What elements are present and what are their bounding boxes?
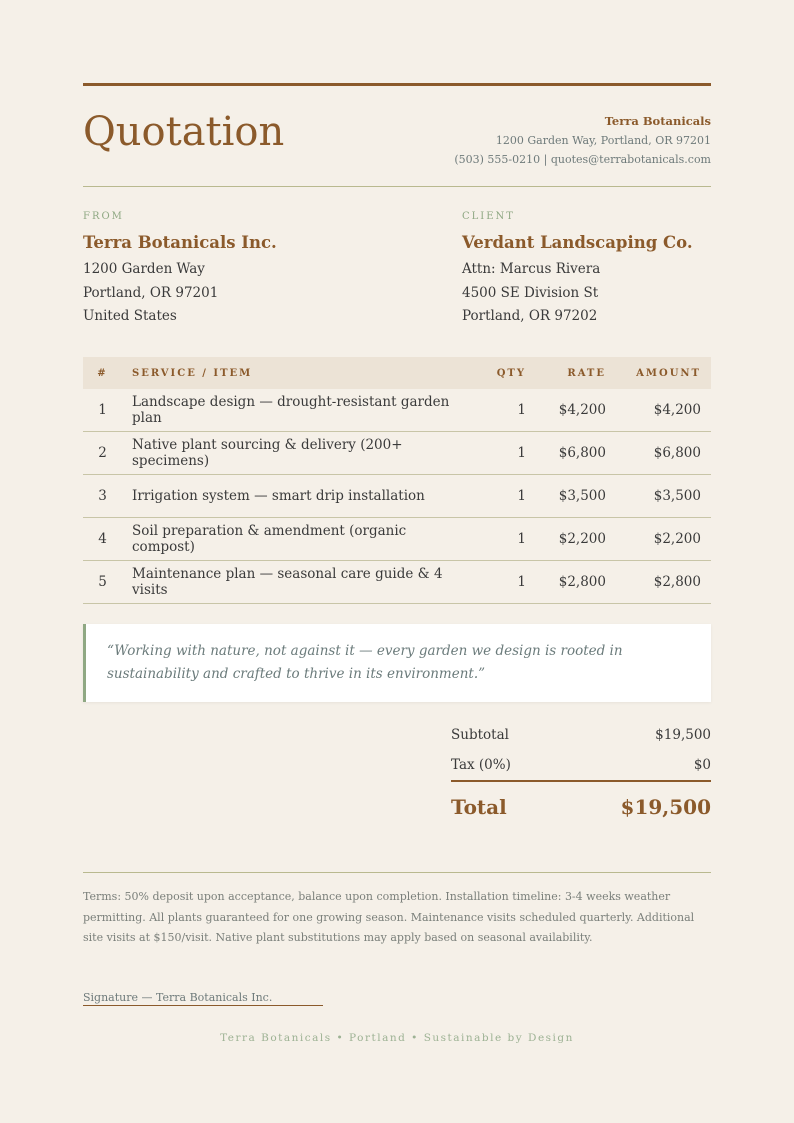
header-item: SERVICE / ITEM — [132, 367, 253, 379]
client-line: 4500 SE Division St — [462, 284, 599, 301]
row-num: 3 — [83, 475, 122, 518]
header-num: # — [97, 367, 108, 379]
row-amount: $6,800 — [616, 432, 711, 475]
row-qty: 1 — [478, 518, 526, 561]
row-rate: $3,500 — [526, 475, 616, 518]
header-amount: AMOUNT — [636, 367, 701, 379]
row-rate: $2,200 — [526, 518, 616, 561]
client-line: Attn: Marcus Rivera — [462, 261, 601, 277]
row-qty: 1 — [478, 561, 526, 604]
client-block — [462, 211, 693, 329]
table-row — [83, 432, 711, 475]
row-qty: 1 — [478, 432, 526, 475]
client-name: Verdant Landscaping Co. — [462, 233, 693, 252]
parties — [83, 187, 711, 357]
totals-block — [451, 720, 711, 832]
company-name: Terra Botanicals — [604, 114, 711, 128]
footer-text: Terra Botanicals • Portland • Sustainable by Design — [220, 1031, 574, 1044]
signature-line: Signature — Terra Botanicals Inc. — [83, 991, 323, 1006]
row-qty: 1 — [478, 389, 526, 432]
header-rate: RATE — [567, 367, 606, 379]
row-num: 2 — [83, 432, 122, 475]
row-rate: $2,800 — [526, 561, 616, 604]
row-qty: 1 — [478, 475, 526, 518]
table-row — [83, 561, 711, 604]
row-amount: $2,800 — [616, 561, 711, 604]
items-table — [83, 357, 711, 604]
quote-callout: “Working with nature, not against it — every garden we design is rooted in sustainability and crafted to thrive in its environment.” — [83, 624, 711, 702]
from-block — [83, 211, 277, 329]
header-qty: QTY — [496, 367, 526, 379]
row-amount: $3,500 — [616, 475, 711, 518]
row-item: Maintenance plan — seasonal care guide & 4 visits — [122, 561, 478, 604]
subtotal-row — [451, 720, 711, 750]
quotation-page — [83, 83, 711, 1044]
row-item: Irrigation system — smart drip installation — [122, 475, 478, 518]
company-contact: (503) 555-0210 | quotes@terrabotanicals.com — [454, 153, 711, 166]
company-address: 1200 Garden Way, Portland, OR 97201 — [495, 134, 711, 147]
table-header-row — [83, 357, 711, 389]
row-num: 5 — [83, 561, 122, 604]
from-line: Portland, OR 97201 — [83, 284, 219, 301]
tax-row — [451, 750, 711, 780]
row-item: Native plant sourcing & delivery (200+ specimens) — [122, 432, 478, 475]
header — [83, 86, 711, 187]
terms-text: Terms: 50% deposit upon acceptance, balance upon completion. Installation timeline: 3-4 weeks weather permitting. All plants guaranteed for one growing season. Maintenance visits scheduled quarterly. Additional site visits at $150/visit. Native plant substitutions may apply based on seasonal availability. — [83, 872, 711, 949]
tax-label: Tax (0%) — [451, 757, 511, 773]
row-rate: $6,800 — [526, 432, 616, 475]
tax-value: $0 — [693, 757, 711, 773]
row-rate: $4,200 — [526, 389, 616, 432]
total-row — [451, 780, 711, 832]
row-item: Soil preparation & amendment (organic compost) — [122, 518, 478, 561]
from-label: FROM — [83, 211, 124, 222]
page-title: Quotation — [83, 109, 285, 155]
row-item: Landscape design — drought-resistant garden plan — [122, 389, 478, 432]
row-amount: $2,200 — [616, 518, 711, 561]
client-line: Portland, OR 97202 — [462, 308, 598, 324]
company-block — [454, 112, 711, 169]
table-row — [83, 518, 711, 561]
row-num: 1 — [83, 389, 122, 432]
client-label: CLIENT — [462, 211, 515, 222]
row-num: 4 — [83, 518, 122, 561]
subtotal-value: $19,500 — [655, 727, 711, 743]
row-amount: $4,200 — [616, 389, 711, 432]
from-name: Terra Botanicals Inc. — [83, 233, 277, 252]
from-line: 1200 Garden Way — [83, 261, 205, 277]
total-value: $19,500 — [620, 795, 711, 819]
total-label: Total — [451, 795, 507, 819]
subtotal-label: Subtotal — [451, 727, 509, 743]
table-row — [83, 475, 711, 518]
from-line: United States — [83, 308, 177, 324]
table-row — [83, 389, 711, 432]
